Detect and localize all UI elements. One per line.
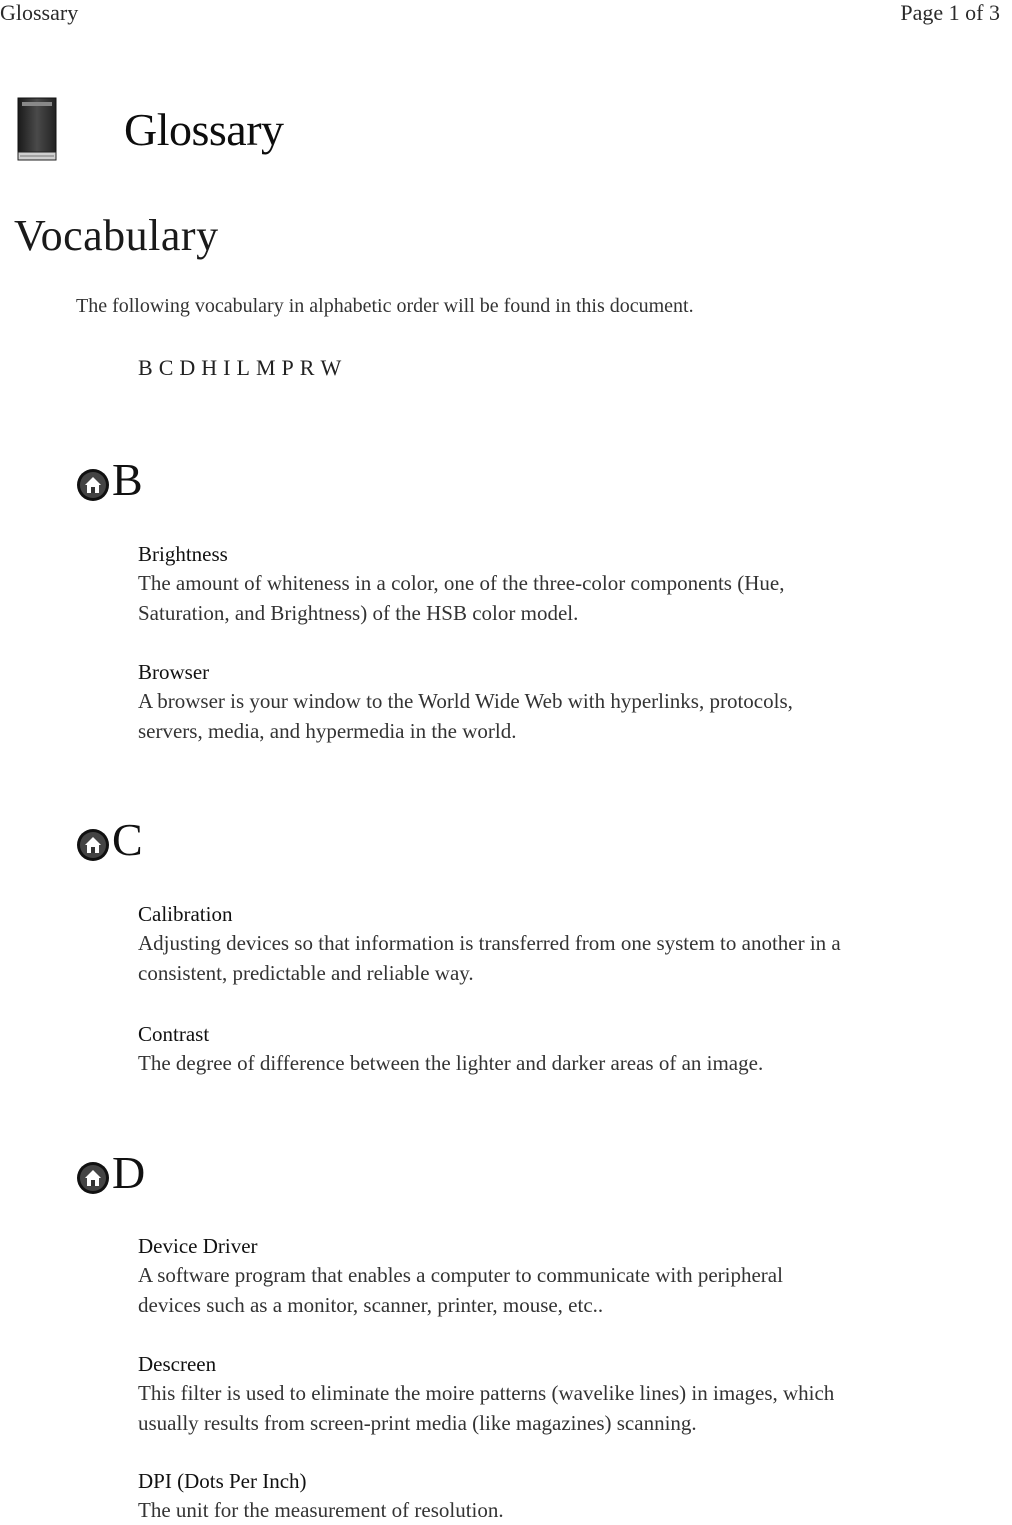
glossary-entry [138,1467,938,1525]
section-heading: Vocabulary [14,211,219,260]
entry-term: Browser [138,660,210,684]
letter-link-m[interactable]: M [255,355,280,380]
glossary-entry [138,1232,938,1320]
entry-definition-line: Saturation, and Brightness) of the HSB color model. [138,601,579,625]
entry-definition-line: The degree of difference between the lighter and darker areas of an image. [138,1051,764,1075]
entry-definition-line: The amount of whiteness in a color, one of the three-color components (Hue, [138,571,785,595]
glossary-entry [138,1350,938,1438]
entry-term: Device Driver [138,1234,258,1258]
letter-group-b [76,455,956,505]
glossary-entry [138,540,938,628]
letter-heading-b [76,455,956,505]
entry-definition-line: usually results from screen-print media (like magazines) scanning. [138,1411,697,1435]
letter-link-c[interactable]: C [158,355,178,380]
entry-definition-line: Adjusting devices so that information is transferred from one system to another in a [138,931,841,955]
letter-link-w[interactable]: W [320,355,346,380]
entry-definition-line: consistent, predictable and reliable way. [138,961,474,985]
letter-label: B [112,454,143,505]
letter-link-l[interactable]: L [236,355,254,380]
letter-link-d[interactable]: D [179,355,200,380]
letter-link-h[interactable]: H [201,355,222,380]
entry-term: Calibration [138,902,233,926]
book-icon [16,96,58,162]
entry-term: DPI (Dots Per Inch) [138,1469,307,1493]
title-row [16,96,616,166]
home-icon[interactable] [76,468,110,502]
letter-heading-d [76,1148,956,1198]
running-header [0,0,1012,30]
entry-definition-line: A browser is your window to the World Wide Web with hyperlinks, protocols, [138,689,793,713]
glossary-entry [138,900,938,988]
entry-definition-line: servers, media, and hypermedia in the world. [138,719,517,743]
letter-label: C [112,814,143,865]
entry-definition-line: This filter is used to eliminate the moire patterns (wavelike lines) in images, which [138,1381,835,1405]
home-icon[interactable] [76,1161,110,1195]
letter-heading-c [76,815,956,865]
letter-index [138,355,345,381]
home-icon[interactable] [76,828,110,862]
entry-definition-line: devices such as a monitor, scanner, printer, mouse, etc.. [138,1293,604,1317]
header-page-number: Page 1 of 3 [900,0,1000,25]
entry-term: Descreen [138,1352,217,1376]
entry-term: Contrast [138,1022,210,1046]
glossary-entry [138,658,938,746]
entry-definition-line: A software program that enables a computer to communicate with peripheral [138,1263,783,1287]
letter-group-c [76,815,956,865]
intro-text: The following vocabulary in alphabetic order will be found in this document. [76,295,694,317]
letter-label: D [112,1147,146,1198]
header-doc-title: Glossary [0,0,79,25]
page-title: Glossary [124,104,284,155]
entry-definition-line: The unit for the measurement of resolution. [138,1498,504,1522]
entry-term: Brightness [138,542,228,566]
letter-link-r[interactable]: R [299,355,319,380]
letter-link-i[interactable]: I [223,355,235,380]
letter-group-d [76,1148,956,1198]
letter-link-b[interactable]: B [138,355,157,380]
glossary-entry [138,1020,938,1078]
letter-link-p[interactable]: P [281,355,298,380]
